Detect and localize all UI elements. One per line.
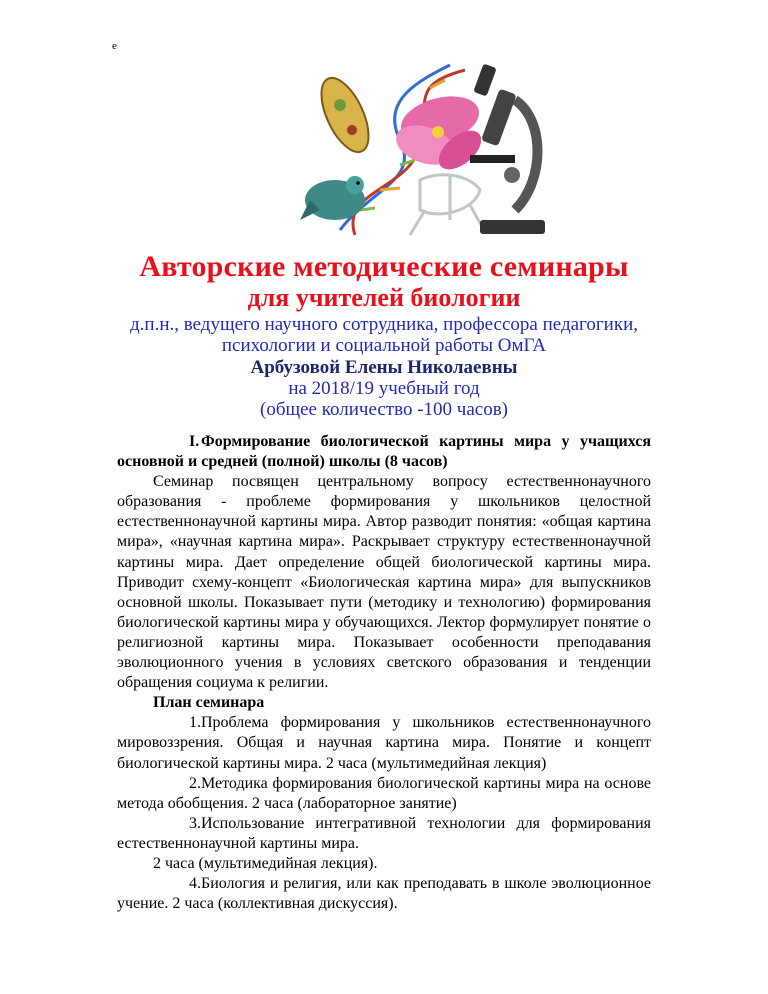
author-position-line1: д.п.н., ведущего научного сотрудника, профессора педагогики, [130,314,638,335]
page-subtitle: для учителей биологии [247,283,521,312]
plan-item-text: 2 часа (мультимедийная лекция). [153,854,378,872]
plan-item-text: Биология и религия, или как преподавать в школе эволюционное учение. 2 часа (коллективная дискуссия). [117,875,651,913]
plan-item [117,874,651,914]
plan-item-number: 4. [189,875,201,893]
section-heading [117,432,651,472]
section-number: I. [189,433,200,450]
pigeon-icon [300,176,365,220]
author-name: Арбузовой Елены Николаевны [250,357,518,378]
seminar-section [117,432,651,914]
paramecium-icon [312,71,378,159]
page-title: Авторские методические семинары [139,250,629,283]
section-heading-text: Формирование биологической картины мира у учащихся основной и средней (полной) школы (8 часов) [117,433,651,471]
plan-item [117,713,651,773]
plan-item-text: Проблема формирования у школьников естественнонаучного мировоззрения. Общая и научная картина мира. Понятие и концепт биологической картины мира. 2 часа (мультимедийная лекция) [117,714,651,772]
microscope-icon [470,64,545,234]
biology-illustration [300,60,550,240]
plan-item [117,814,651,854]
corner-mark: e [112,40,117,52]
plan-title: План семинара [153,694,265,712]
plan-item [117,774,651,814]
year-line: на 2018/19 учебный год [288,378,480,399]
hours-line: (общее количество -100 часов) [260,399,508,420]
plan-item-continuation [117,854,651,874]
section-description: Семинар посвящен центральному вопросу естественнонаучного образования - проблеме формирования у школьников целостной естественнонаучной картины мира. Автор разводит понятия: «общая картина мира», «научная картина мира». Раскрывает структуру естественнонаучной картины мира. Дает определение общей биологической картины мира. Приводит схему-концепт «Биологическая картина мира» для выпускников основной школы. Показывает пути (методику и технологию) формирования биологической картины мира у обучающихся. Лектор формулирует понятие о религиозной картины мира. Показывает особенности преподавания эволюционного учения в условиях светского образования и тенденции обращения социума к религии. [117,473,651,692]
plan-item-text: Использование интегративной технологии для формирования естественнонаучной картины мира. [117,814,651,852]
plan-item-number: 1. [189,714,201,732]
author-position-line2: психологии и социальной работы ОмГА [221,335,547,356]
skeleton-icon [410,175,485,235]
plan-item-number: 3. [189,814,201,832]
plan-item-text: Методика формирования биологической картины мира на основе метода обобщения. 2 часа (лабораторное занятие) [117,774,651,812]
plan-item-number: 2. [189,774,201,792]
